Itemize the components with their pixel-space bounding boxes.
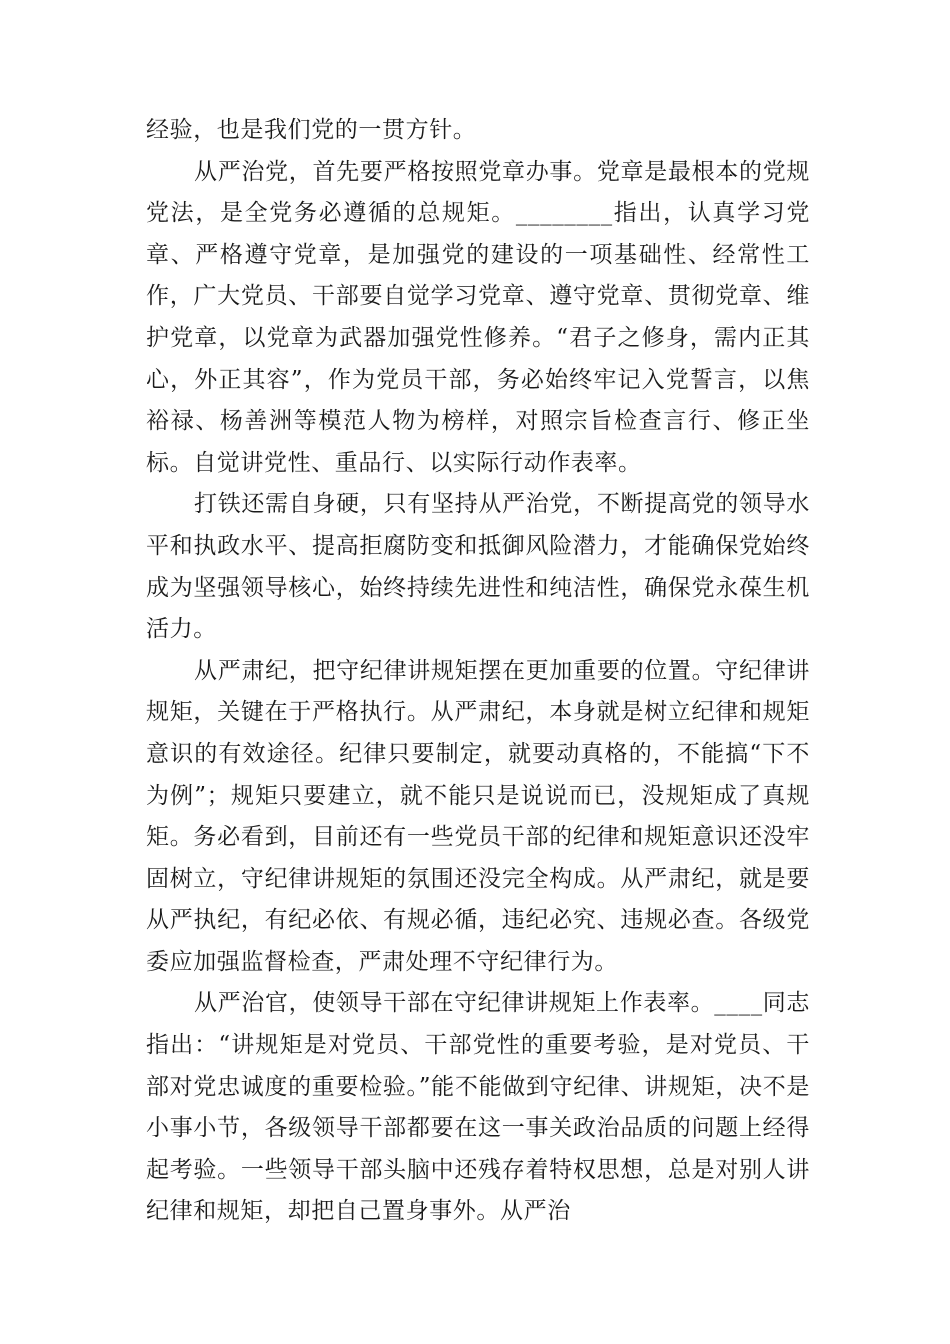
paragraph-2: 从严治党，首先要严格按照党章办事。党章是最根本的党规党法，是全党务必遵循的总规矩。________指出，认真学习党章、严格遵守党章，是加强党的建设的一项基础性、经常性工作，广大党员、干部要自觉学习党章、遵守党章、贯彻党章、维护党章，以党章为武器加强党性修养。“君子之修身，需内正其心，外正其容”，作为党员干部，务必始终牢记入党誓言，以焦裕禄、杨善洲等模范人物为榜样，对照宗旨检查言行、修正坐标。自觉讲党性、重品行、以实际行动作表率。 (146, 158, 810, 476)
paragraph-5: 从严治官，使领导干部在守纪律讲规矩上作表率。____同志指出：“讲规矩是对党员、干部党性的重要考验，是对党员、干部对党忠诚度的重要检验。”能不能做到守纪律、讲规矩，决不是小事小节，各级领导干部都要在这一事关政治品质的问题上经得起考验。一些领导干部头脑中还残存着特权思想，总是对别人讲纪律和规矩，却把自己置身事外。从严治 (146, 990, 810, 1225)
paragraph-4: 从严肃纪，把守纪律讲规矩摆在更加重要的位置。守纪律讲规矩，关键在于严格执行。从严肃纪，本身就是树立纪律和规矩意识的有效途径。纪律只要制定，就要动真格的，不能搞“下不为例”；规矩只要建立，就不能只是说说而已，没规矩成了真规矩。务必看到，目前还有一些党员干部的纪律和规矩意识还没牢固树立，守纪律讲规矩的氛围还没完全构成。从严肃纪，就是要从严执纪，有纪必依、有规必循，违纪必究、违规必查。各级党委应加强监督检查，严肃处理不守纪律行为。 (146, 657, 810, 975)
document-page (146, 110, 810, 1233)
paragraph-1: 经验，也是我们党的一贯方针。 (146, 117, 477, 143)
paragraph-3: 打铁还需自身硬，只有坚持从严治党，不断提高党的领导水平和执政水平、提高拒腐防变和抵御风险潜力，才能确保党始终成为坚强领导核心，始终持续先进性和纯洁性，确保党永葆生机活力。 (146, 491, 810, 643)
